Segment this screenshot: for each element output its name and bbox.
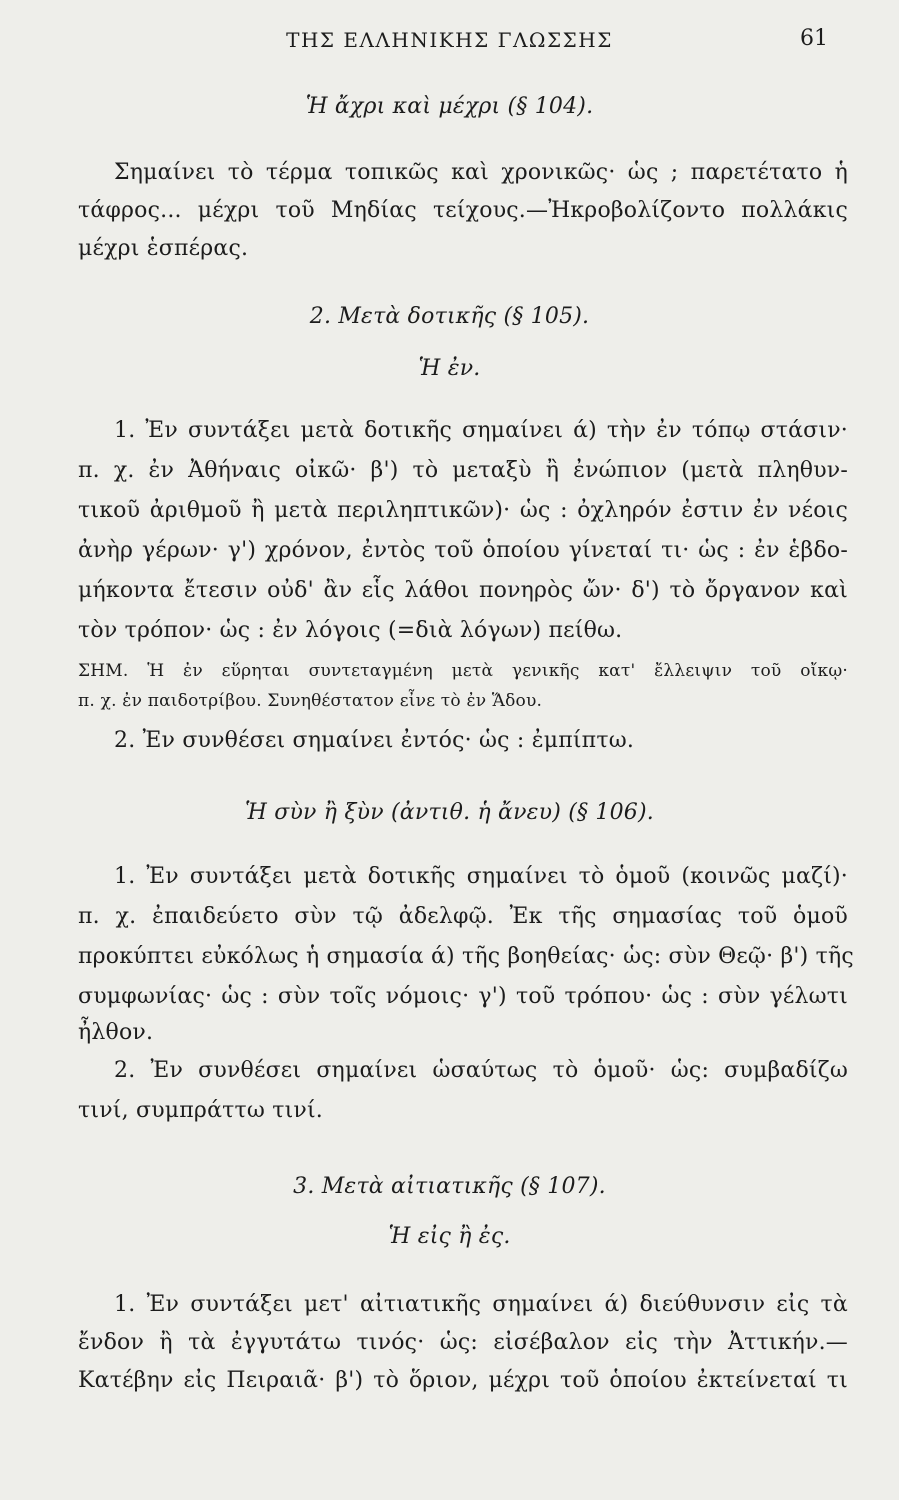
text-line: 2. Ἐν συνθέσει σημαίνει ὡσαύτως τὸ ὁμοῦ· ὡς: συμβαδίζω	[114, 1058, 848, 1083]
note-line: π. χ. ἐν παιδοτρίβου. Συνηθέστατον εἶνε τὸ ἐν Ἅδου.	[78, 691, 543, 711]
text-line: 1. Ἐν συντάξει μετ' αἰτιατικῆς σημαίνει ά) διεύθυνσιν εἰς τὰ	[114, 1292, 848, 1317]
text-line: τάφρος... μέχρι τοῦ Μηδίας τείχους.—Ἠκροβολίζοντο πολλάκις	[78, 198, 848, 223]
section-heading-syn: Ἡ σὺν ἢ ξὺν (ἀντιθ. ἡ ἄνευ) (§ 106).	[245, 800, 654, 825]
text-line: 1. Ἐν συντάξει μετὰ δοτικῆς σημαίνει τὸ ὁμοῦ (κοινῶς μαζί)·	[114, 864, 848, 889]
text-line: π. χ. ἐν Ἀθήναις οἰκῶ· β') τὸ μεταξὺ ἢ ἐνώπιον (μετὰ πληθυν-	[78, 458, 848, 483]
text-line: ἔνδον ἢ τὰ ἐγγυτάτω τινός· ὡς: εἰσέβαλον εἰς τὴν Ἀττικήν.—	[78, 1330, 848, 1355]
running-head: ΤΗΣ ΕΛΛΗΝΙΚΗΣ ΓΛΩΣΣΗΣ	[286, 28, 613, 52]
text-line: μήκοντα ἔτεσιν οὐδ' ἂν εἷς λάθοι πονηρὸς ὤν· δ') τὸ ὄργανον καὶ	[78, 578, 848, 603]
text-line: τὸν τρόπον· ὡς : ἐν λόγοις (=διὰ λόγων) πείθω.	[78, 618, 623, 643]
text-line: Σημαίνει τὸ τέρμα τοπικῶς καὶ χρονικῶς· ὡς ; παρετέτατο ἡ	[114, 160, 848, 185]
text-line: ἦλθον.	[78, 1020, 154, 1045]
text-line: μέχρι ἑσπέρας.	[78, 236, 249, 261]
text-line: τικοῦ ἀριθμοῦ ἢ μετὰ περιληπτικῶν)· ὡς : ὀχληρόν ἐστιν ἐν νέοις	[78, 498, 848, 523]
note-line: ΣΗΜ. Ἡ ἐν εὕρηται συντεταγμένη μετὰ γενικῆς κατ' ἔλλειψιν τοῦ οἴκῳ·	[78, 661, 848, 681]
section-heading-accusative: 3. Μετὰ αἰτιατικῆς (§ 107).	[293, 1174, 606, 1199]
text-line: 1. Ἐν συντάξει μετὰ δοτικῆς σημαίνει ά) τὴν ἐν τόπῳ στάσιν·	[114, 418, 848, 443]
text-line: συμφωνίας· ὡς : σὺν τοῖς νόμοις· γ') τοῦ τρόπου· ὡς : σὺν γέλωτι	[78, 984, 848, 1009]
section-heading-en: Ἡ ἐν.	[418, 356, 481, 381]
page-number: 61	[800, 26, 828, 51]
section-heading-dative: 2. Μετὰ δοτικῆς (§ 105).	[309, 304, 590, 329]
text-line: ἀνὴρ γέρων· γ') χρόνον, ἐντὸς τοῦ ὁποίου γίνεταί τι· ὡς : ἐν ἑβδο-	[78, 538, 848, 563]
text-line: 2. Ἐν συνθέσει σημαίνει ἐντός· ὡς : ἐμπίπτω.	[114, 728, 635, 753]
text-line: προκύπτει εὐκόλως ἡ σημασία ά) τῆς βοηθείας· ὡς: σὺν Θεῷ· β') τῆς	[78, 944, 854, 969]
text-line: τινί, συμπράττω τινί.	[78, 1098, 323, 1123]
section-heading-eis: Ἡ εἰς ἢ ἐς.	[388, 1224, 511, 1249]
section-heading-achri: Ἡ ἄχρι καὶ μέχρι (§ 104).	[305, 94, 594, 119]
text-line: Κατέβην εἰς Πειραιᾶ· β') τὸ ὅριον, μέχρι τοῦ ὁποίου ἐκτείνεταί τι	[78, 1368, 848, 1393]
text-line: π. χ. ἐπαιδεύετο σὺν τῷ ἀδελφῷ. Ἐκ τῆς σημασίας τοῦ ὁμοῦ	[78, 904, 848, 929]
